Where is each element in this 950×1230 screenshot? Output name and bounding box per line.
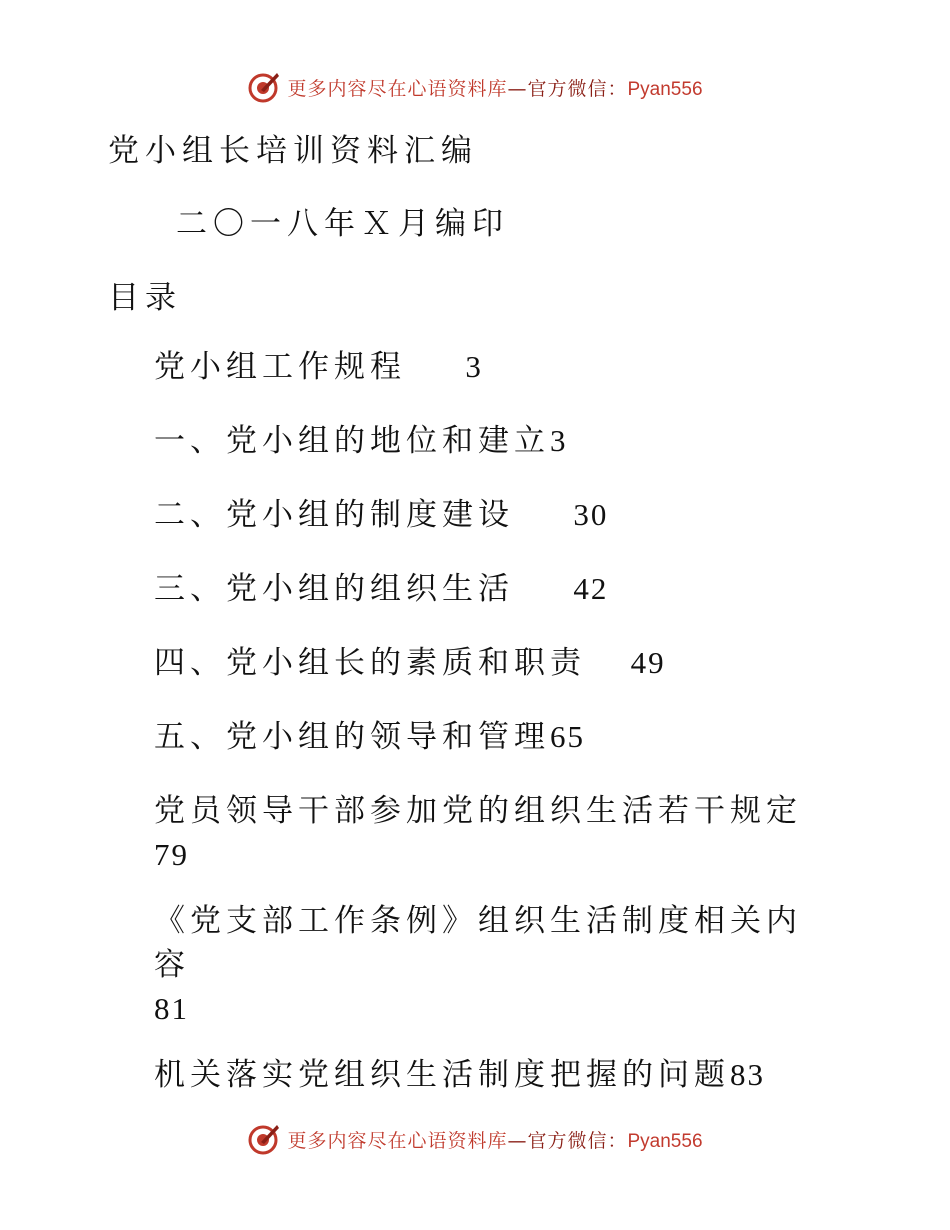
- watermark-footer: [0, 1122, 950, 1156]
- toc-item-title: 党员领导干部参加党的组织生活若干规定: [154, 793, 802, 829]
- toc-item-page: 83: [730, 1057, 765, 1092]
- toc-item[interactable]: [154, 567, 854, 611]
- watermark-dash: —: [507, 77, 528, 100]
- toc-item[interactable]: [154, 345, 854, 389]
- toc-item[interactable]: [154, 715, 854, 759]
- toc-item[interactable]: [154, 641, 854, 685]
- toc-item-title: 二、党小组的制度建设: [154, 497, 514, 533]
- watermark-header: [0, 70, 950, 104]
- toc-item-title: 一、党小组的地位和建立: [154, 423, 550, 459]
- toc-item-page: 79: [154, 837, 189, 872]
- toc-item-page: 42: [573, 571, 609, 606]
- watermark-brand: 更多内容尽在心语资料库: [287, 1129, 508, 1152]
- toc-item[interactable]: [154, 789, 814, 877]
- watermark-wechat-id: Pyan556: [627, 78, 703, 100]
- toc-item[interactable]: [154, 419, 854, 463]
- toc-item-title: 党小组工作规程: [154, 349, 406, 385]
- watermark-wechat-label: 官方微信：: [527, 77, 628, 100]
- watermark-text: [287, 1126, 702, 1153]
- watermark-text: [287, 74, 702, 101]
- toc-item-page: 3: [550, 423, 568, 458]
- toc-item-title: 机关落实党组织生活制度把握的问题: [154, 1057, 730, 1093]
- toc-item[interactable]: [154, 493, 854, 537]
- table-of-contents: [154, 345, 854, 1127]
- toc-heading: 目录: [108, 280, 182, 316]
- pen-circle-logo-icon: [247, 1122, 281, 1156]
- toc-item-title: 四、党小组长的素质和职责: [154, 645, 586, 681]
- document-title: 党小组长培训资料汇编: [108, 133, 478, 169]
- watermark-wechat-label: 官方微信：: [527, 1129, 628, 1152]
- watermark-dash: —: [507, 1129, 528, 1152]
- toc-item-title: 五、党小组的领导和管理: [154, 719, 550, 755]
- watermark-brand: 更多内容尽在心语资料库: [287, 77, 508, 100]
- toc-item-page: 49: [630, 645, 666, 680]
- watermark-wechat-id: Pyan556: [627, 1130, 703, 1152]
- toc-item-title: 三、党小组的组织生活: [154, 571, 514, 607]
- toc-item-page: 81: [154, 991, 189, 1026]
- toc-item-title: 《党支部工作条例》组织生活制度相关内容: [154, 903, 802, 983]
- toc-item[interactable]: [154, 1053, 854, 1097]
- pen-circle-logo-icon: [247, 70, 281, 104]
- document-date-line: 二〇一八年Ｘ月编印: [176, 206, 509, 242]
- toc-item-page: 65: [550, 719, 585, 754]
- toc-item[interactable]: [154, 899, 824, 1031]
- toc-item-page: 30: [573, 497, 609, 532]
- toc-item-page: 3: [465, 349, 483, 384]
